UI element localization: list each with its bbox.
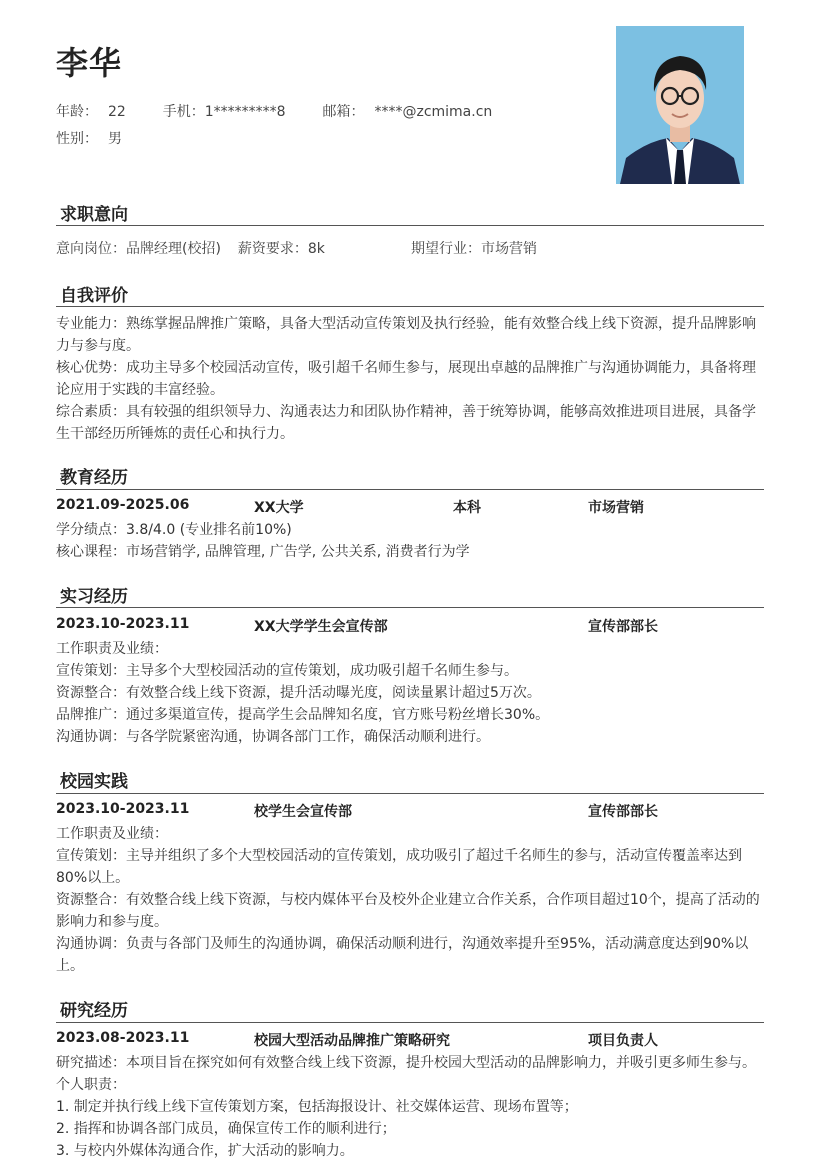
section-title-internship: 实习经历 [60, 587, 128, 607]
education-major: 市场营销 [588, 500, 644, 516]
contact-row [56, 101, 492, 121]
intent-position [56, 238, 325, 258]
education-details [56, 519, 764, 563]
research-line: 个人职责： [56, 1077, 126, 1093]
section-divider [56, 607, 764, 608]
internship-line: 工作职责及业绩： [56, 641, 168, 657]
self-eval-paragraph: 综合素质：具有较强的组织领导力、沟通表达力和团队协作精神，善于统筹协调，能够高效推进项目进展，具备学生干部经历所锤炼的责任心和执行力。 [56, 404, 756, 442]
section-divider [56, 306, 764, 307]
internship-role: 宣传部部长 [588, 619, 658, 635]
industry-label: 期望行业： [411, 241, 481, 257]
gender-value: 男 [108, 131, 122, 147]
email-label: 邮箱： [322, 104, 365, 120]
phone-label: 手机： [162, 104, 205, 120]
gender-row [56, 128, 122, 148]
person-portrait-icon [616, 26, 744, 184]
section-title-research: 研究经历 [60, 1001, 128, 1021]
campus-line: 资源整合：有效整合线上线下资源，与校内媒体平台及校外企业建立合作关系，合作项目超过10个，提高了活动的影响力和参与度。 [56, 892, 760, 930]
self-eval-body [56, 313, 764, 445]
salary-label: 薪资要求： [237, 241, 308, 257]
salary-value: 8k [307, 241, 325, 257]
internship-line: 沟通协调：与各学院紧密沟通，协调各部门工作，确保活动顺利进行。 [56, 729, 490, 745]
research-line: 3. 与校内外媒体沟通合作，扩大活动的影响力。 [56, 1143, 354, 1159]
internship-line: 资源整合：有效整合线上线下资源，提升活动曝光度，阅读量累计超过5万次。 [56, 685, 541, 701]
section-title-education: 教育经历 [60, 468, 128, 488]
education-degree: 本科 [453, 500, 481, 516]
research-line: 2. 指挥和协调各部门成员，确保宣传工作的顺利进行； [56, 1121, 396, 1137]
campus-role: 宣传部部长 [588, 804, 658, 820]
campus-org: 校学生会宣传部 [254, 804, 352, 820]
education-school: XX大学 [254, 500, 304, 516]
phone-value: 1*********8 [204, 104, 286, 120]
self-eval-paragraph: 核心优势：成功主导多个校园活动宣传，吸引超千名师生参与，展现出卓越的品牌推广与沟通协调能力，具备将理论应用于实践的丰富经验。 [56, 360, 756, 398]
age-label: 年龄： [56, 104, 98, 120]
internship-org: XX大学学生会宣传部 [254, 619, 388, 635]
research-period: 2023.08-2023.11 [56, 1030, 190, 1046]
research-role: 项目负责人 [588, 1033, 658, 1049]
campus-period: 2023.10-2023.11 [56, 801, 190, 817]
intent-industry [411, 238, 537, 258]
campus-line: 工作职责及业绩： [56, 826, 168, 842]
industry-value: 市场营销 [481, 241, 537, 257]
internship-details [56, 638, 764, 748]
email-value: ****@zcmima.cn [374, 104, 493, 120]
internship-line: 品牌推广：通过多渠道宣传，提高学生会品牌知名度，官方账号粉丝增长30%。 [56, 707, 550, 723]
age-value: 22 [108, 104, 126, 120]
gender-label: 性别： [56, 131, 98, 147]
section-divider [56, 1022, 764, 1023]
internship-period: 2023.10-2023.11 [56, 616, 190, 632]
section-title-self-eval: 自我评价 [60, 286, 128, 306]
section-title-campus: 校园实践 [60, 772, 128, 792]
position-value: 品牌经理(校招) [126, 241, 221, 257]
profile-photo [616, 26, 744, 184]
research-project: 校园大型活动品牌推广策略研究 [254, 1033, 450, 1049]
research-details [56, 1052, 764, 1162]
section-divider [56, 793, 764, 794]
self-eval-paragraph: 专业能力：熟练掌握品牌推广策略，具备大型活动宣传策划及执行经验，能有效整合线上线下资源，提升品牌影响力与参与度。 [56, 316, 756, 354]
candidate-name: 李华 [56, 44, 123, 82]
section-divider [56, 489, 764, 490]
section-divider [56, 225, 764, 226]
campus-line: 沟通协调：负责与各部门及师生的沟通协调，确保活动顺利进行，沟通效率提升至95%，活动满意度达到90%以上。 [56, 936, 749, 974]
education-period: 2021.09-2025.06 [56, 497, 190, 513]
position-label: 意向岗位： [56, 241, 126, 257]
campus-details [56, 823, 764, 977]
research-line: 1. 制定并执行线上线下宣传策划方案，包括海报设计、社交媒体运营、现场布置等； [56, 1099, 578, 1115]
research-line: 研究描述：本项目旨在探究如何有效整合线上线下资源，提升校园大型活动的品牌影响力，并吸引更多师生参与。 [56, 1055, 756, 1071]
education-line: 学分绩点：3.8/4.0 (专业排名前10%) [56, 522, 292, 538]
internship-line: 宣传策划：主导多个大型校园活动的宣传策划，成功吸引超千名师生参与。 [56, 663, 518, 679]
campus-line: 宣传策划：主导并组织了多个大型校园活动的宣传策划，成功吸引了超过千名师生的参与，活动宣传覆盖率达到80%以上。 [56, 848, 742, 886]
section-title-intent: 求职意向 [60, 205, 128, 225]
education-line: 核心课程：市场营销学, 品牌管理, 广告学, 公共关系, 消费者行为学 [56, 544, 470, 560]
